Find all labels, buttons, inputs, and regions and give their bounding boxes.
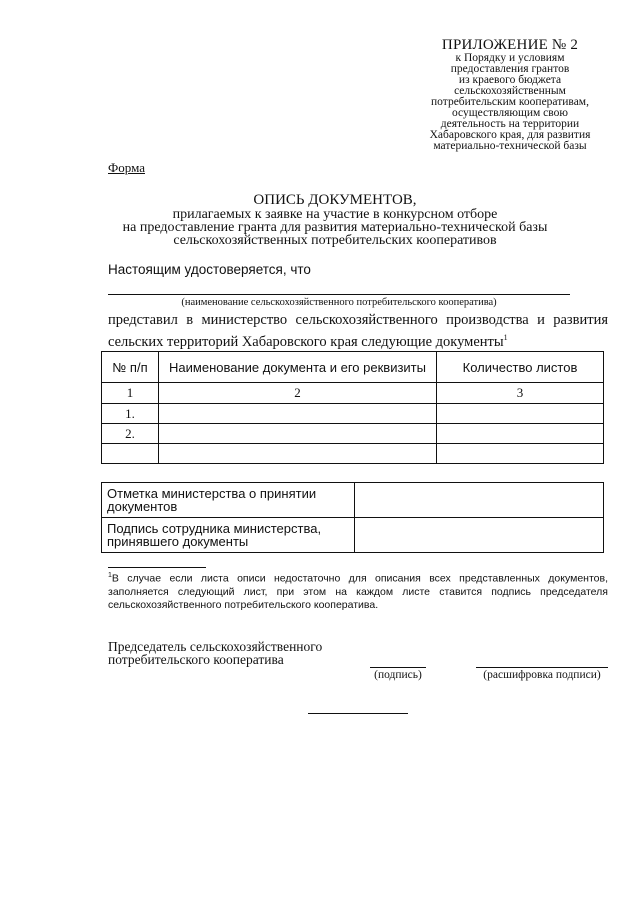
chairman-block xyxy=(108,640,322,666)
acceptance-mark-field[interactable] xyxy=(355,483,604,518)
column-number: 2 xyxy=(159,383,437,404)
appendix-line: к Порядку и условиям xyxy=(455,52,565,64)
presented-body: представил в министерство сельскохозяйственного производства и развития сельских территорий Хабаровского края следующие документы xyxy=(108,312,608,350)
signature-field[interactable]: (подпись) xyxy=(370,667,426,681)
title-line: прилагаемых к заявке на участие в конкурсном отборе xyxy=(172,207,498,222)
footnote-ref: 1 xyxy=(503,333,508,342)
title-line: на предоставление гранта для развития материально-технической базы xyxy=(122,220,548,235)
title-main: ОПИСЬ ДОКУМЕНТОВ, xyxy=(253,192,417,208)
table-row xyxy=(102,404,604,424)
header-document-name: Наименование документа и его реквизиты xyxy=(159,352,437,383)
ministry-marks-table xyxy=(101,482,604,553)
appendix-line: Хабаровского края, для развития xyxy=(429,129,591,141)
document-title xyxy=(100,193,570,247)
certify-text: Настоящим удостоверяется, что xyxy=(108,262,311,277)
document-name-cell[interactable] xyxy=(159,444,437,464)
appendix-line: осуществляющим свою xyxy=(452,107,568,119)
signature-decode-field[interactable]: (расшифровка подписи) xyxy=(476,667,608,681)
acceptance-mark-label: Отметка министерства о принятии документов xyxy=(102,483,355,518)
table-row xyxy=(102,444,604,464)
footnote-mark: 1 xyxy=(108,572,112,579)
header-number: № п/п xyxy=(102,352,159,383)
form-label: Форма xyxy=(108,160,145,175)
footnote-divider xyxy=(108,567,206,568)
row-number: 2. xyxy=(102,424,159,444)
bottom-divider xyxy=(308,713,408,714)
employee-signature-label: Подпись сотрудника министерства, принявшего документы xyxy=(102,518,355,553)
chairman-line: Председатель сельскохозяйственного xyxy=(108,639,323,654)
row-number xyxy=(102,444,159,464)
documents-table xyxy=(101,351,604,464)
document-name-cell[interactable] xyxy=(159,404,437,424)
column-number-row xyxy=(102,383,604,404)
marks-row xyxy=(102,518,604,553)
column-number: 3 xyxy=(437,383,604,404)
appendix-block xyxy=(410,37,610,152)
row-number: 1. xyxy=(102,404,159,424)
marks-row xyxy=(102,483,604,518)
footnote xyxy=(108,569,608,612)
org-name-caption: (наименование сельскохозяйственного потребительского кооператива) xyxy=(181,297,497,308)
appendix-line: из краевого бюджета xyxy=(458,74,562,86)
table-header-row xyxy=(102,352,604,383)
title-line: сельскохозяйственных потребительских кооперативов xyxy=(173,233,497,248)
sheet-count-cell[interactable] xyxy=(437,424,604,444)
sheet-count-cell[interactable] xyxy=(437,444,604,464)
document-name-cell[interactable] xyxy=(159,424,437,444)
appendix-line: материально-технической базы xyxy=(433,140,587,152)
appendix-line: предоставления грантов xyxy=(450,63,570,75)
employee-signature-field[interactable] xyxy=(355,518,604,553)
appendix-line: сельскохозяйственным xyxy=(454,85,566,97)
header-sheet-count: Количество листов xyxy=(437,352,604,383)
table-row xyxy=(102,424,604,444)
appendix-title: ПРИЛОЖЕНИЕ № 2 xyxy=(441,37,579,53)
appendix-line: потребительским кооперативам, xyxy=(431,96,589,108)
sheet-count-cell[interactable] xyxy=(437,404,604,424)
column-number: 1 xyxy=(102,383,159,404)
org-name-line[interactable] xyxy=(108,294,570,295)
footnote-text: В случае если листа описи недостаточно для описания всех представленных документов, заполняется следующий лист, при этом на каждом листе ставится подпись председателя сельскохозяйственного потребительского кооператива. xyxy=(108,572,608,611)
appendix-line: деятельность на территории xyxy=(440,118,580,130)
presented-text xyxy=(108,311,608,351)
chairman-line: потребительского кооператива xyxy=(108,652,284,667)
